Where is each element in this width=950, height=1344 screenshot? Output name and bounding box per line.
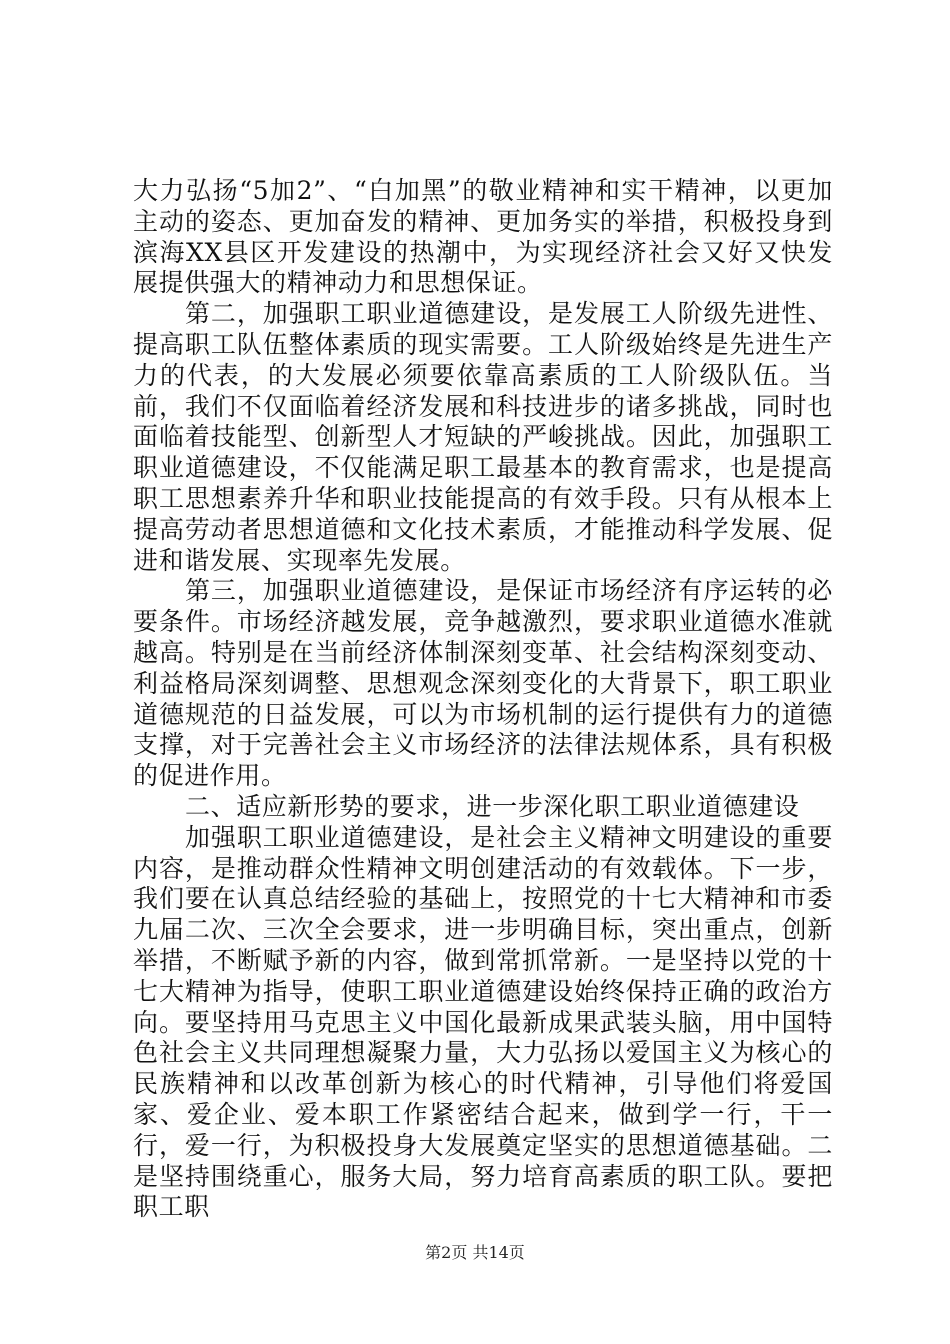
section-heading: 二、适应新形势的要求，进一步深化职工职业道德建设	[185, 791, 800, 821]
paragraph-1: 大力弘扬“5加2”、“白加黑”的敬业精神和实干精神，以更加主动的姿态、更加奋发的精神、更加务实的举措，积极投身到滨海XX县区开发建设的热潮中，为实现经济社会又好又快发展提供强大的精神动力和思想保证。	[133, 176, 833, 298]
paragraph-5: 加强职工职业道德建设，是社会主义精神文明建设的重要内容，是推动群众性精神文明创建活动的有效载体。下一步，我们要在认真总结经验的基础上，按照党的十七大精神和市委九届二次、三次全会要求，进一步明确目标，突出重点，创新举措，不断赋予新的内容，做到常抓常新。一是坚持以党的十七大精神为指导，使职工职业道德建设始终保持正确的政治方向。要坚持用马克思主义中国化最新成果武装头脑，用中国特色社会主义共同理想凝聚力量，大力弘扬以爱国主义为核心的民族精神和以改革创新为核心的时代精神，引导他们将爱国家、爱企业、爱本职工作紧密结合起来，做到学一行，干一行，爱一行，为积极投身大发展奠定坚实的思想道德基础。二是坚持围绕重心，服务大局，努力培育高素质的职工队。要把职工职	[133, 822, 833, 1222]
document-body	[133, 176, 833, 1223]
page-number-footer: 第2页 共14页	[425, 1243, 525, 1262]
paragraph-2: 第二，加强职工职业道德建设，是发展工人阶级先进性、提高职工队伍整体素质的现实需要。工人阶级始终是先进生产力的代表，的大发展必须要依靠高素质的工人阶级队伍。当前，我们不仅面临着经济发展和科技进步的诸多挑战，同时也面临着技能型、创新型人才短缺的严峻挑战。因此，加强职工职业道德建设，不仅能满足职工最基本的教育需求，也是提高职工思想素养升华和职业技能提高的有效手段。只有从根本上提高劳动者思想道德和文化技术素质，才能推动科学发展、促进和谐发展、实现率先发展。	[133, 299, 833, 575]
paragraph-3: 第三，加强职业道德建设，是保证市场经济有序运转的必要条件。市场经济越发展，竞争越激烈，要求职业道德水准就越高。特别是在当前经济体制深刻变革、社会结构深刻变动、利益格局深刻调整、思想观念深刻变化的大背景下，职工职业道德规范的日益发展，可以为市场机制的运行提供有力的道德支撑，对于完善社会主义市场经济的法律法规体系，具有积极的促进作用。	[133, 576, 833, 791]
